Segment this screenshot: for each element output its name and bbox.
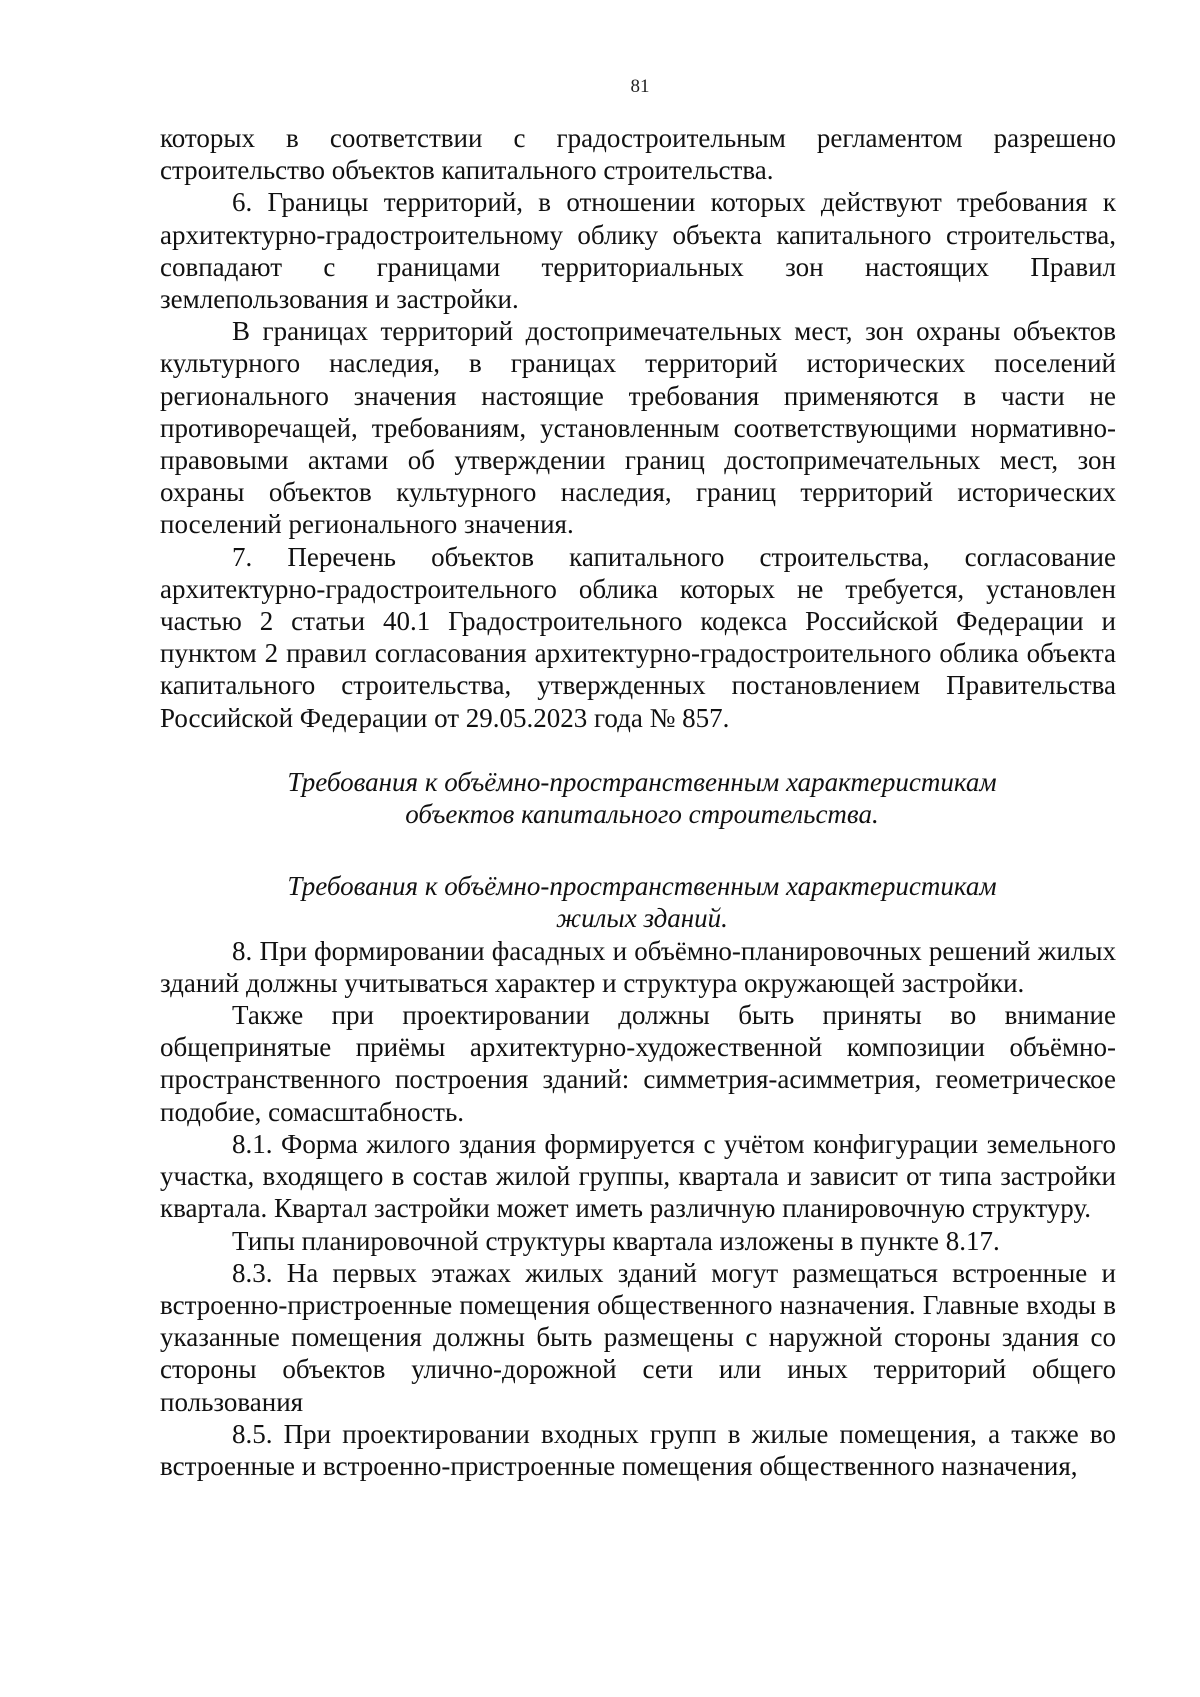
paragraph-continuation: которых в соответствии с градостроительным регламентом разрешено строительство объектов капитального строительства. (160, 123, 1116, 186)
page-number: 81 (630, 76, 650, 97)
paragraph-item-8-1: 8.1. Форма жилого здания формируется с учётом конфигурации земельного участка, входящего в состав жилой группы, квартала и зависит от типа застройки квартала. Квартал застройки может иметь различную планировочную структуру. (160, 1128, 1116, 1224)
paragraph-item-8: 8. При формировании фасадных и объёмно-планировочных решений жилых зданий должны учитываться характер и структура окружающей застройки. (160, 935, 1116, 998)
paragraph-heritage-boundaries: В границах территорий достопримечательных мест, зон охраны объектов культурного наследия, в границах территорий исторических поселений регионального значения настоящие требования применяются в части не противоречащей, требованиям, установленным соответствующими нормативно-правовыми актами об утверждении границ достопримечательных мест, зон охраны объектов культурного наследия, границ территорий исторических поселений регионального значения. (160, 316, 1116, 540)
document-body (160, 122, 1116, 1482)
paragraph-planning-types: Типы планировочной структуры квартала изложены в пункте 8.17. (232, 1225, 1000, 1256)
section-heading-residential (160, 870, 1116, 934)
section-heading-line: жилых зданий. (556, 903, 728, 934)
section-heading-line: объектов капитального строительства. (405, 799, 879, 830)
section-heading-capital-construction (160, 766, 1116, 830)
paragraph-item-8-3: 8.3. На первых этажах жилых зданий могут размещаться встроенные и встроенно-пристроенные помещения общественного назначения. Главные входы в указанные помещения должны быть размещены с наружной стороны здания со стороны объектов улично-дорожной сети или иных территорий общего пользования (160, 1257, 1116, 1417)
section-heading-line: Требования к объёмно-пространственным характеристикам (287, 766, 997, 797)
paragraph-item-8-5: 8.5. При проектировании входных групп в жилые помещения, а также во встроенные и встроенно-пристроенные помещения общественного назначения, (160, 1418, 1116, 1481)
paragraph-item-6: 6. Границы территорий, в отношении которых действуют требования к архитектурно-градостроительному облику объекта капитального строительства, совпадают с границами территориальных зон настоящих Правил землепользования и застройки. (160, 187, 1116, 315)
paragraph-composition: Также при проектировании должны быть приняты во внимание общепринятые приёмы архитектурно-художественной композиции объёмно-пространственного построения зданий: симметрия-асимметрия, геометрическое подобие, сомасштабность. (160, 1000, 1116, 1127)
paragraph-item-7: 7. Перечень объектов капитального строительства, согласование архитектурно-градостроительного облика которых не требуется, установлен частью 2 статьи 40.1 Градостроительного кодекса Российской Федерации и пунктом 2 правил согласования архитектурно-градостроительного облика объекта капитального строительства, утвержденных постановлением Правительства Российской Федерации от 29.05.2023 года № 857. (160, 541, 1116, 733)
section-heading-line: Требования к объёмно-пространственным характеристикам (287, 871, 997, 902)
